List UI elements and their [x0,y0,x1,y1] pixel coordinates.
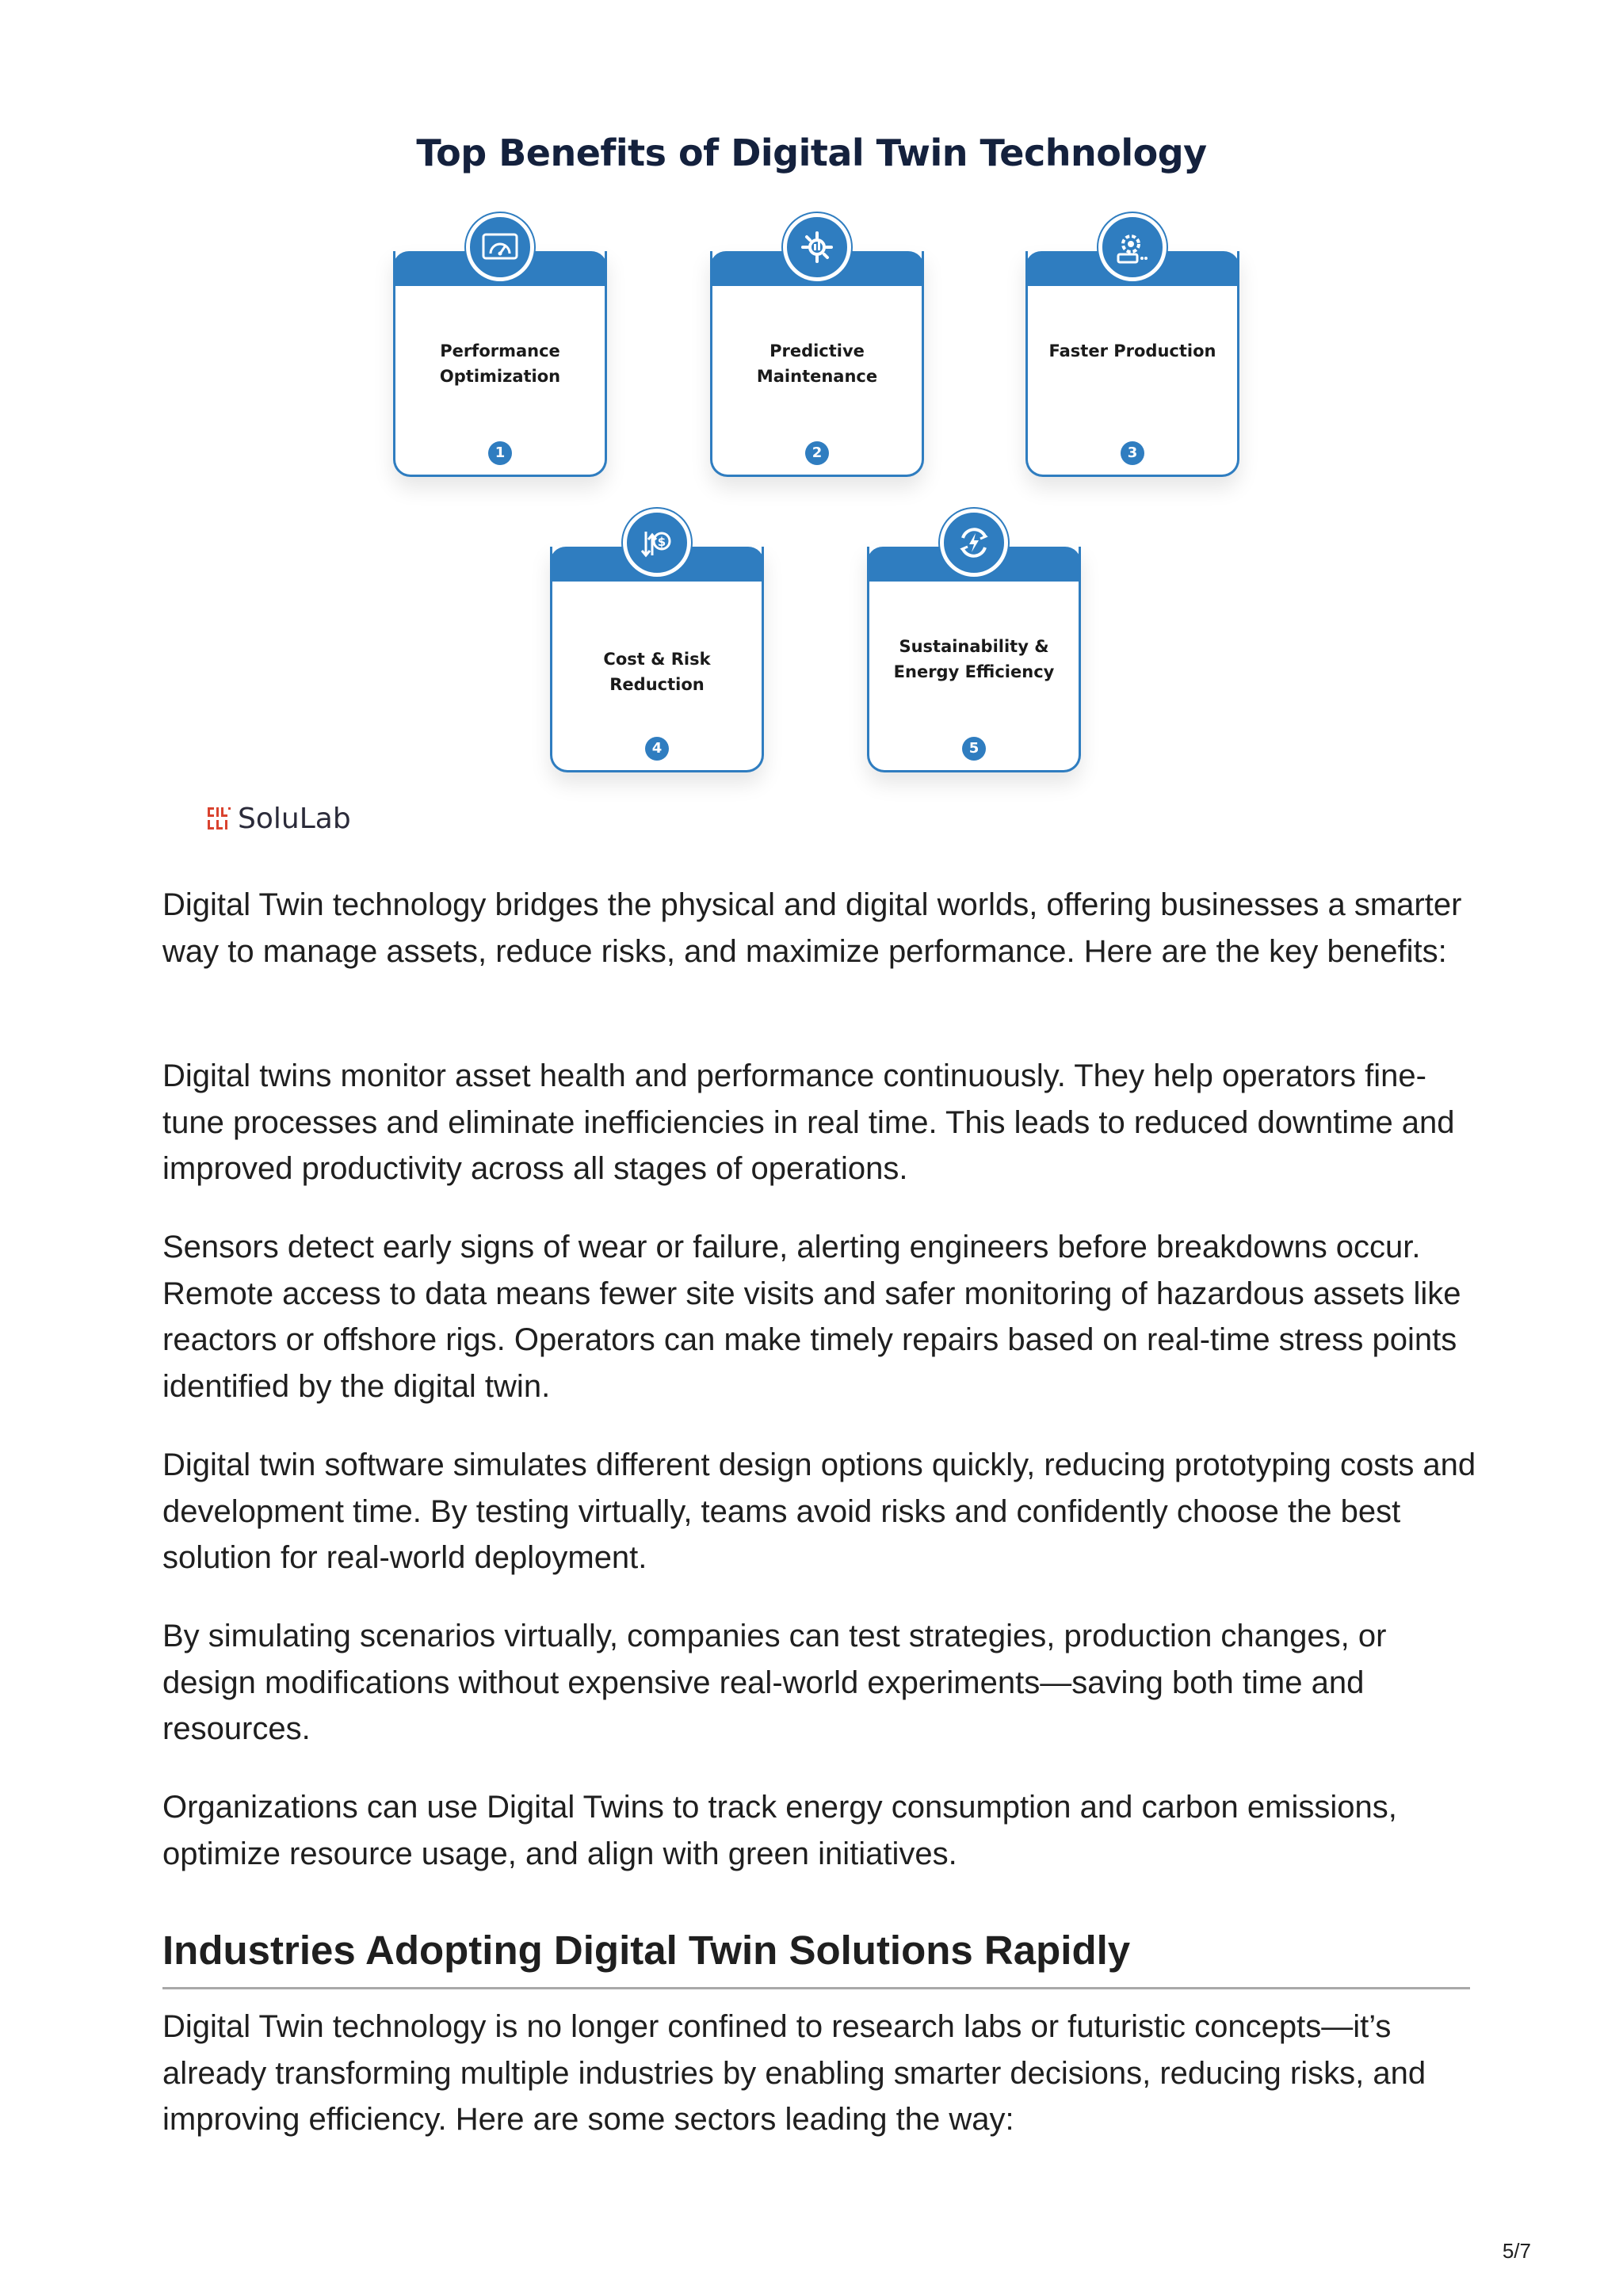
benefit-label: Sustainability & Energy Efficiency [893,637,1055,681]
benefit-card-predictive-maintenance [710,251,924,477]
production-paragraph: Digital twin software simulates different design options quickly, reducing prototyping costs and development time. By testing virtually, teams avoid risks and confidently choose the best solution for real-world deployment. [162,1447,1476,1575]
section-heading: Industries Adopting Digital Twin Solutions Rapidly [162,1928,1131,1973]
brand-name: SoluLab [238,802,351,835]
benefit-card-cost-risk-reduction [550,535,764,772]
gear-screen-icon [1098,213,1167,281]
solulab-brand [208,800,351,837]
money-arrows-icon [623,509,691,577]
speedometer-icon [466,213,534,281]
sustainability-paragraph: Organizations can use Digital Twins to track energy consumption and carbon emissions, optimize resource usage, and align with green initiatives. [162,1790,1397,1871]
benefit-label: Performance Optimization [439,341,561,386]
maintenance-paragraph: Sensors detect early signs of wear or failure, alerting engineers before breakdowns occur. Remote access to data means fewer site visits and safer monitoring of hazardous assets like reactors or offshore rigs. Operators can make timely repairs based on real-time stress points identified by the digital twin. [162,1230,1461,1404]
infographic-title: Top Benefits of Digital Twin Technology [416,132,1207,174]
benefits-infographic [0,0,1623,864]
benefit-label: Predictive Maintenance [756,341,878,386]
benefit-card-performance [393,251,607,477]
performance-paragraph: Digital twins monitor asset health and performance continuously. They help operators fine-tune processes and eliminate inefficiencies in real time. This leads to reduced downtime and improved productivity across all stages of operations. [162,1058,1455,1186]
svg-text:$: $ [657,535,666,549]
cost-risk-paragraph: By simulating scenarios virtually, companies can test strategies, production changes, or design modifications without expensive real-world experiments—saving both time and resources. [162,1619,1387,1746]
benefit-number-badge: 2 [805,441,829,465]
benefit-card-sustainability [867,547,1081,772]
section-divider [162,1987,1470,1989]
page-number: 5/7 [1502,2239,1531,2263]
intro-paragraph: Digital Twin technology bridges the physical and digital worlds, offering businesses a smarter way to manage assets, reduce risks, and maximize performance. Here are the key benefits: [162,887,1462,969]
benefit-label: Cost & Risk Reduction [603,650,711,694]
solulab-logo-icon [208,806,231,831]
benefit-number-badge: 4 [645,737,669,761]
industries-paragraph: Digital Twin technology is no longer confined to research labs or futuristic concepts—it’s already transforming multiple industries by enabling smarter decisions, reducing risks, and improving efficiency. Here are some sectors leading the way: [162,2009,1426,2137]
recycle-bolt-icon [940,509,1008,577]
wrench-gear-icon [783,213,851,281]
benefit-number-badge: 3 [1121,441,1144,465]
benefit-number-badge: 5 [962,737,986,761]
benefit-label: Faster Production [1048,341,1216,360]
benefit-card-faster-production [1025,251,1239,477]
benefit-number-badge: 1 [488,441,512,465]
